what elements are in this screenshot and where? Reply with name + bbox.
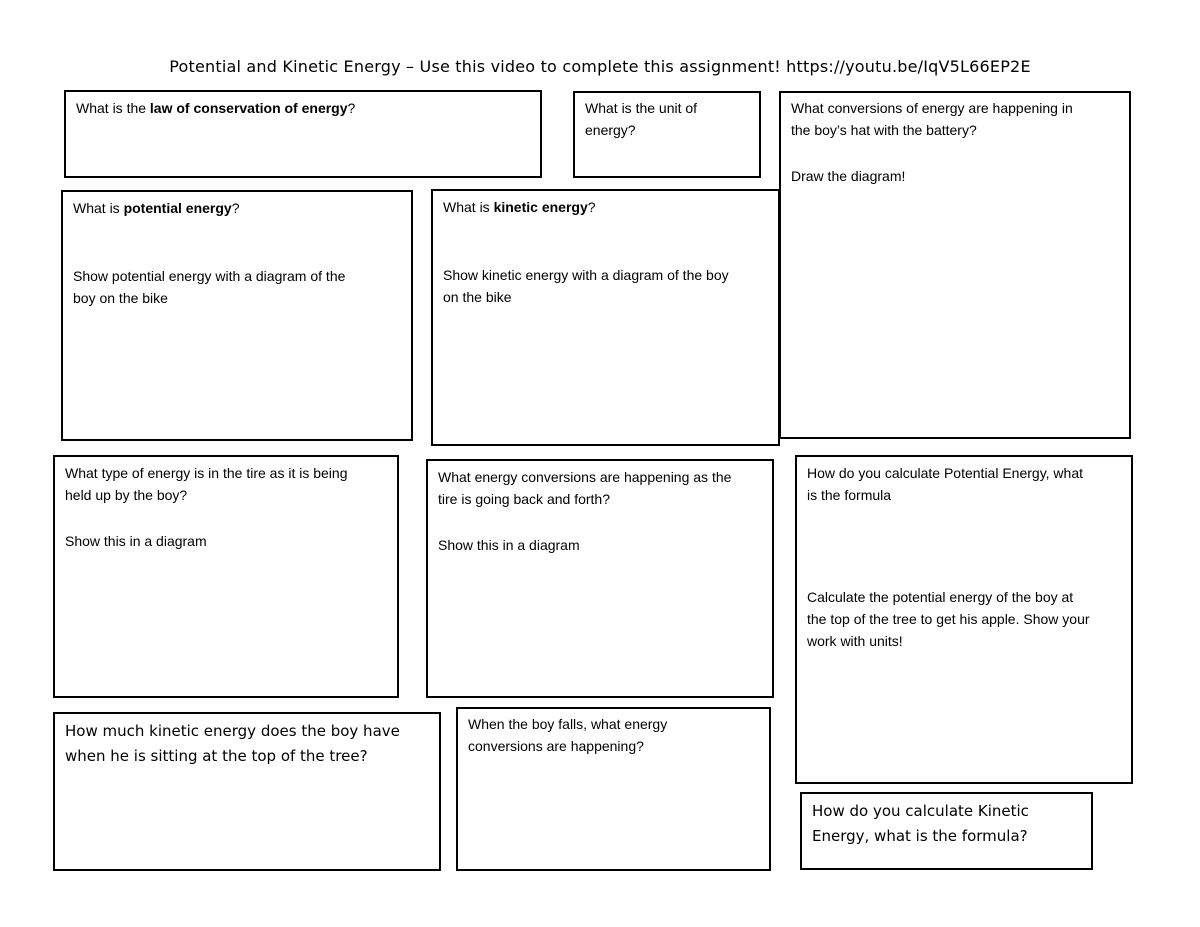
question-line: How do you calculate Kinetic [812,802,1029,820]
question-text: What is the [76,100,150,116]
question-line: energy? [585,122,636,138]
question-line: conversions are happening? [468,738,644,754]
worksheet-title: Potential and Kinetic Energy – Use this video to complete this assignment! https://youtu.be/IqV5L66EP2E [169,57,1031,76]
kinetic-energy-question [443,196,729,308]
question-line: held up by the boy? [65,487,188,503]
question-line: When the boy falls, what energy [468,716,668,732]
question-line: is the formula [807,487,892,503]
law-of-conservation-question [76,97,355,119]
question-keyword: law of conservation of energy [149,100,348,116]
question-line: What is the unit of [585,100,698,116]
instruction-line: boy on the bike [73,290,168,306]
question-text: ? [347,100,356,116]
question-line: What type of energy is in the tire as it is being [65,465,348,481]
question-line: Energy, what is the formula? [812,827,1028,845]
tire-energy-type-question [65,462,347,552]
instruction-line: Draw the diagram! [791,168,906,184]
instruction-line: the top of the tree to get his apple. Show your [807,611,1090,627]
question-line: How much kinetic energy does the boy have [65,722,400,740]
instruction-line: Show kinetic energy with a diagram of the boy [443,267,729,283]
instruction-line: Show potential energy with a diagram of the [73,268,346,284]
instruction-line: Show this in a diagram [65,533,207,549]
instruction-line: work with units! [807,633,903,649]
unit-of-energy-question [585,97,697,141]
potential-energy-formula-question [807,462,1090,652]
question-text: What is [443,199,494,215]
boy-falls-question [468,713,667,757]
kinetic-energy-top-tree-question [65,719,400,769]
tire-conversions-question [438,466,731,556]
potential-energy-question [73,197,345,309]
question-line: What conversions of energy are happening in [791,100,1073,116]
question-line: when he is sitting at the top of the tree? [65,747,368,765]
hat-battery-question [791,97,1073,187]
question-text: ? [587,199,596,215]
question-keyword: kinetic energy [493,199,588,215]
instruction-line: on the bike [443,289,512,305]
question-keyword: potential energy [123,200,232,216]
question-text: ? [231,200,240,216]
instruction-line: Calculate the potential energy of the boy at [807,589,1074,605]
question-text: What is [73,200,124,216]
question-line: How do you calculate Potential Energy, what [807,465,1084,481]
question-line: tire is going back and forth? [438,491,610,507]
question-line: What energy conversions are happening as the [438,469,732,485]
question-line: the boy’s hat with the battery? [791,122,977,138]
instruction-line: Show this in a diagram [438,537,580,553]
kinetic-energy-formula-question [812,799,1029,849]
